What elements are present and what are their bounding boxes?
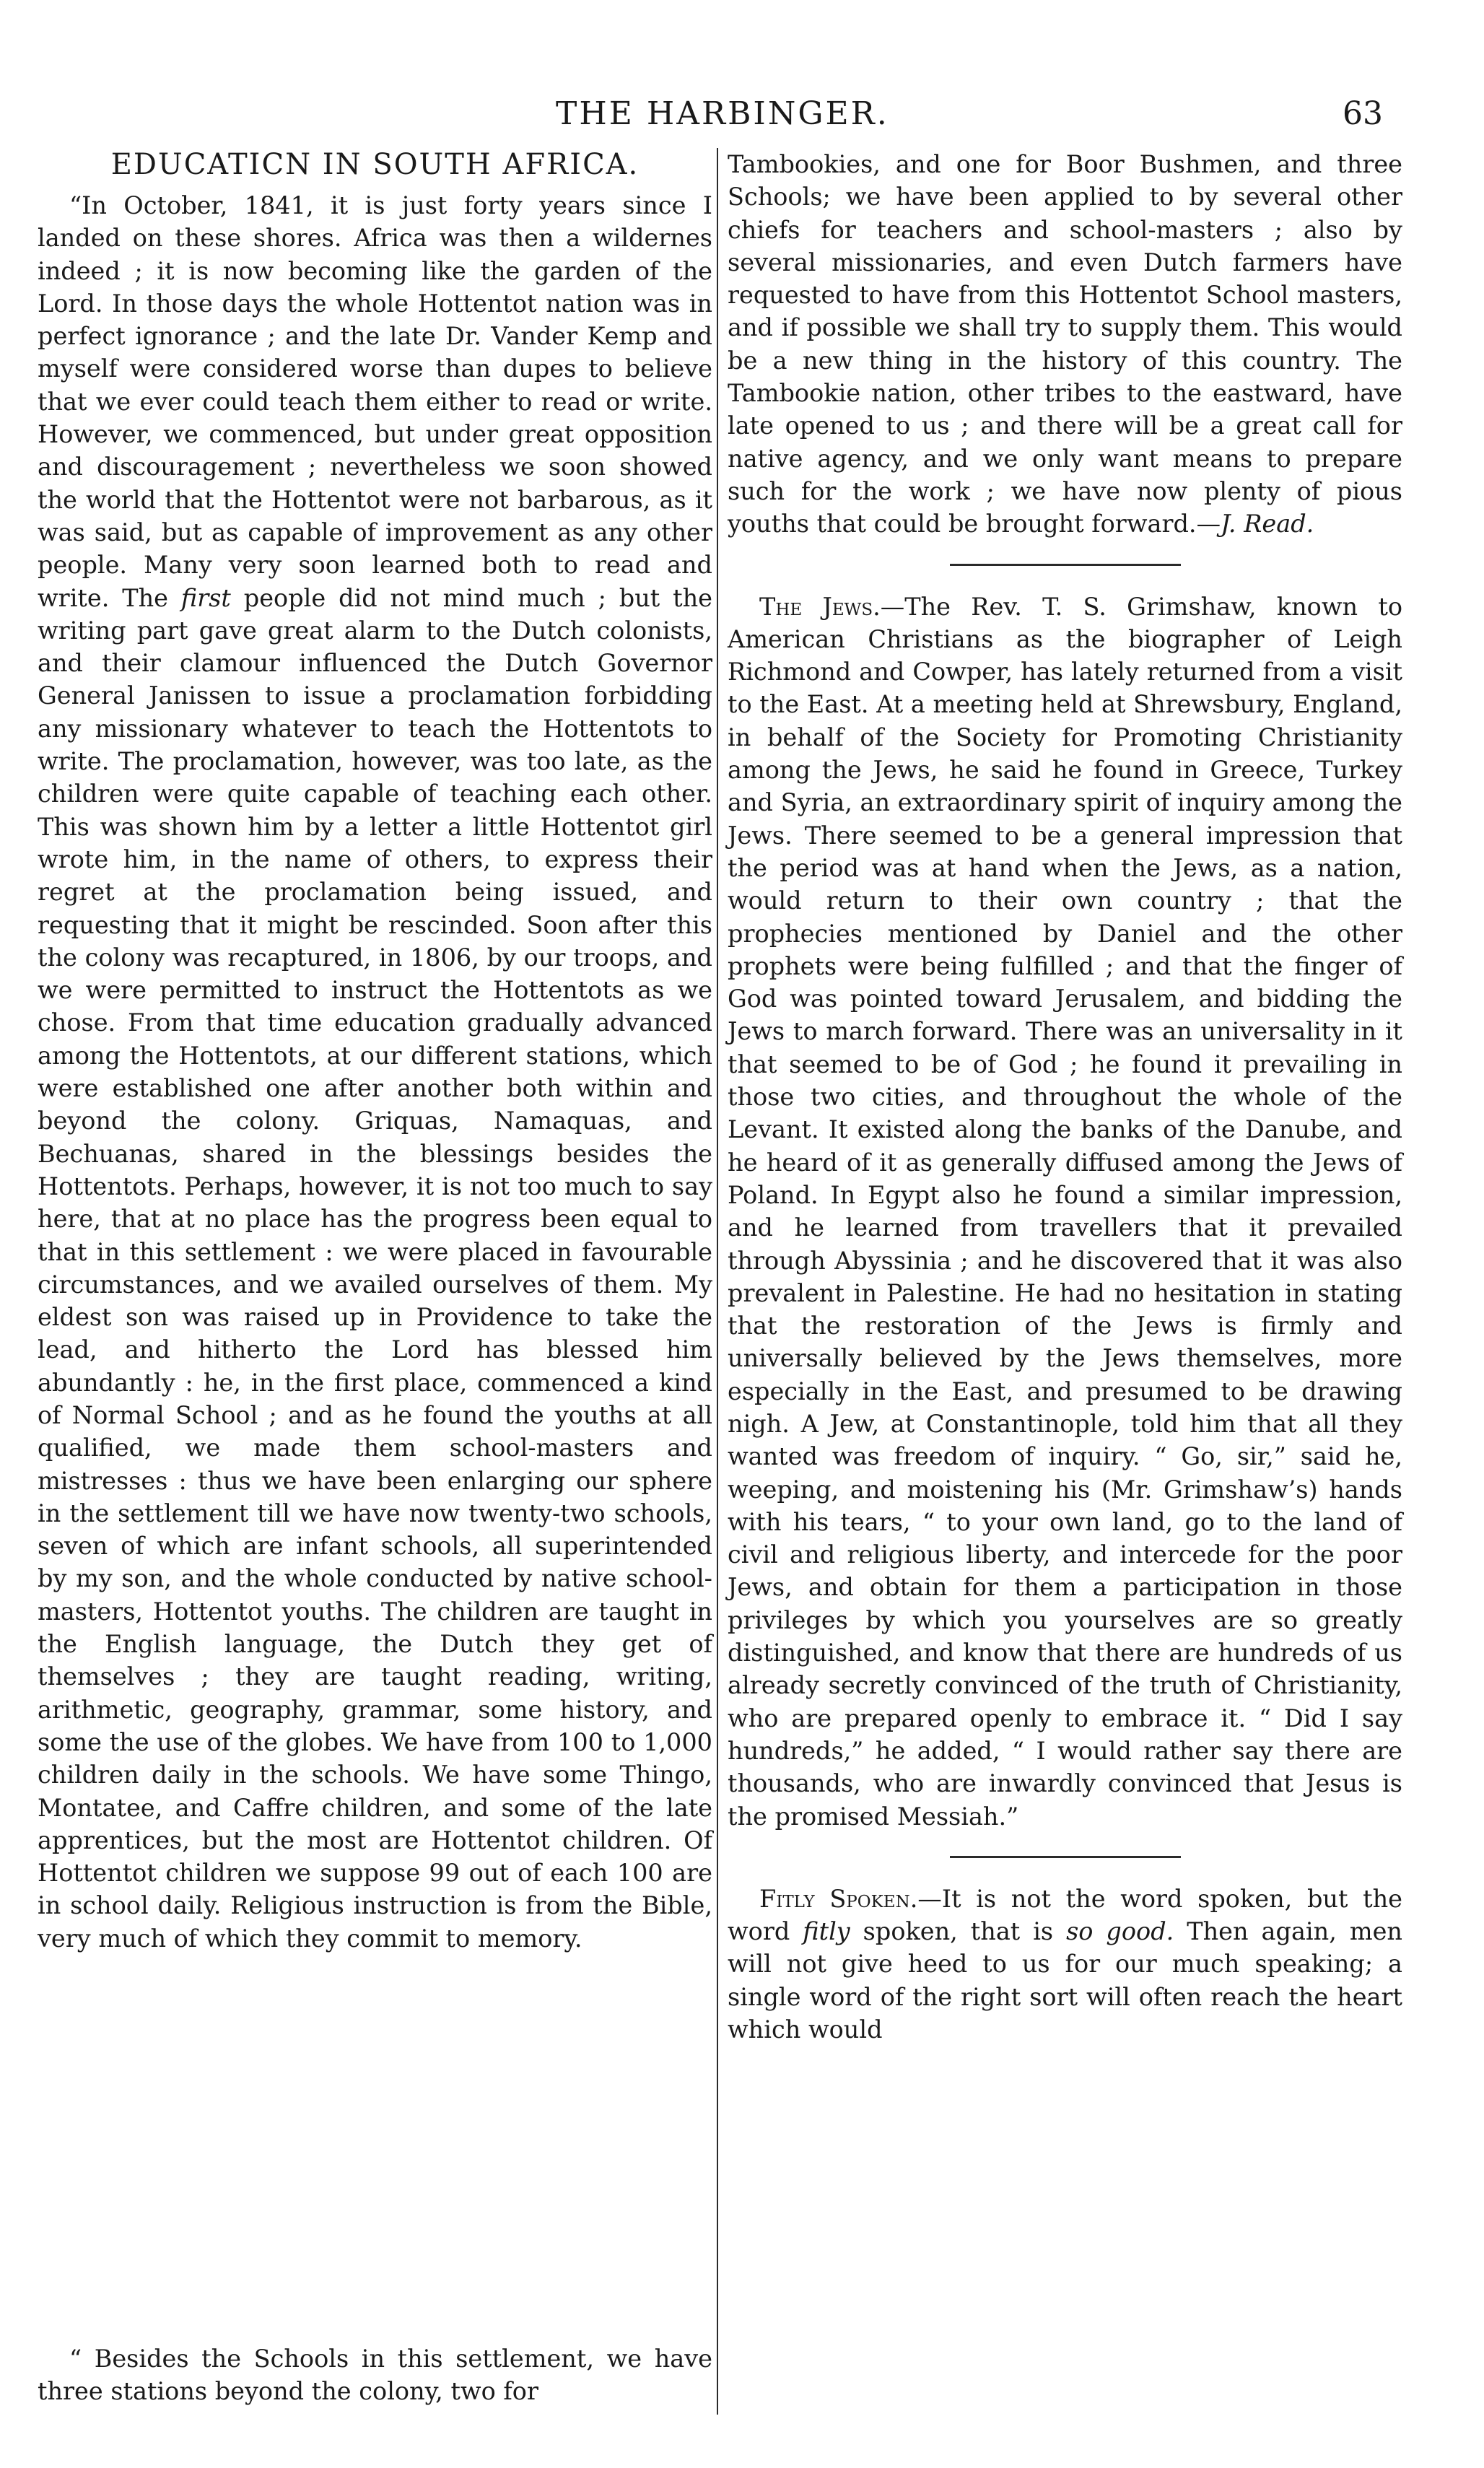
running-title: THE HARBINGER. <box>556 95 889 132</box>
education-p1-emphasis: first <box>180 583 231 612</box>
education-p1-text-a: “In October, 1841, it is just forty years since I landed on these shores. Africa was then a wildernes indeed ; it is now becoming like the garden of the Lord. In those days the whole Hottentot nation was in perfect ignorance ; and the late Dr. Vander Kemp and myself were considered worse than dupes to believe that we ever could teach them either to read or write. However, we commenced, but under great opposition and discouragement ; nevertheless we soon showed the world that the Hottentot were not barbarous, as it was said, but as capable of improvement as any other people. Many very soon learned both to read and write. The <box>38 191 712 612</box>
left-column <box>38 144 712 1955</box>
article-title-education: EDUCATICN IN SOUTH AFRICA. <box>110 148 640 181</box>
page-number: 63 <box>1343 95 1383 132</box>
fitly-spoken-paragraph <box>728 1883 1402 2046</box>
column-divider <box>717 148 718 2415</box>
jews-body: —The Rev. T. S. Grimshaw, known to American Christians as the biographer of Leigh Richmond and Cowper, has lately returned from a visit to the East. At a meeting held at Shrewsbury, England, in behalf of the Society for Promoting Christianity among the Jews, he said he found in Greece, Turkey and Syria, an extraordinary spirit of inquiry among the Jews. There seemed to be a general impression that the period was at hand when the Jews, as a nation, would return to their own country ; that the prophecies mentioned by Daniel and the other prophets were being fulfilled ; and that the finger of God was pointed toward Jerusalem, and bidding the Jews to march forward. There was an universality in it that seemed to be of God ; he found it prevailing in those two cities, and throughout the whole of the Levant. It existed along the banks of the Danube, and he heard of it as generally diffused among the Jews of Poland. In Egypt also he found a similar impression, and he learned from travellers that it prevailed through Abyssinia ; and he discovered that it was also prevalent in Palestine. He had no hesitation in stating that the restoration of the Jews is firmly and universally believed by the Jews themselves, more especially in the East, and presumed to be drawing nigh. A Jew, at Constantinople, told him that all they wanted was freedom of inquiry. “ Go, sir,” said he, weeping, and moistening his (Mr. Grimshaw’s) hands with his tears, “ to your own land, go to the land of civil and religious liberty, and intercede for the poor Jews, and obtain for them a participation in those privileges by which you yourselves are so greatly distinguished, and know that there are hundreds of us already secretly convinced of the truth of Christianity, who are prepared openly to embrace it. “ Did I say hundreds,” he added, “ I would rather say there are thousands, who are inwardly convinced that Jesus is the promised Messiah.” <box>728 592 1402 1831</box>
fitly-spoken-text-b: spoken, that is <box>850 1917 1067 1946</box>
section-rule-2 <box>950 1856 1181 1858</box>
education-paragraph-2-start: “ Besides the Schools in this settlement, we have three stations beyond the colony, two for <box>38 2345 712 2406</box>
fitly-spoken-lead: Fitly Spoken. <box>759 1884 918 1913</box>
section-rule-1 <box>950 564 1181 566</box>
left-column-continued <box>38 2342 712 2408</box>
fitly-spoken-text-c: Then again, men will not give heed to us for our much speaking; a single word of the right sort will often reach the heart which would <box>728 1917 1402 2044</box>
education-signature: J. Read. <box>1221 510 1314 538</box>
running-head <box>0 92 1484 136</box>
so-good-emphasis: so good. <box>1066 1917 1174 1946</box>
fitly-emphasis: fitly <box>803 1917 850 1946</box>
jews-paragraph <box>728 590 1402 1833</box>
education-paragraph-2-cont: Tambookies, and one for Boor Bushmen, and three Schools; we have been applied to by several other chiefs for teachers and school-masters ; also by several missionaries, and even Dutch farmers have requested to have from this Hottentot School masters, and if possible we shall try to supply them. This would be a new thing in the history of this country. The Tambookie nation, other tribes to the eastward, have late opened to us ; and there will be a great call for native agency, and we only want means to prepare such for the work ; we have now plenty of pious youths that could be brought forward.—J. Read. <box>728 150 1402 538</box>
education-p1-text-b: people did not mind much ; but the writing part gave great alarm to the Dutch colonists, and their clamour influenced the Dutch Governor General Janissen to issue a proclamation forbidding any missionary whatever to teach the Hottentots to write. The proclamation, however, was too late, as the children were quite capable of teaching each other. This was shown him by a letter a little Hottentot girl wrote him, in the name of others, to express their regret at the proclamation being issued, and requesting that it might be rescinded. Soon after this the colony was recaptured, in 1806, by our troops, and we were permitted to instruct the Hottentots as we chose. From that time education gradually advanced among the Hottentots, at our different stations, which were established one after another both within and beyond the colony. Griquas, Namaquas, and Bechuanas, shared in the blessings besides the Hottentots. Perhaps, however, it is not too much to say here, that at no place has the progress been equal to that in this settlement : we were placed in favourable circumstances, and we availed ourselves of them. My eldest son was raised up in Providence to take the lead, and hitherto the Lord has blessed him abundantly : he, in the first place, commenced a kind of Normal School ; and as he found the youths at all qualified, we made them school-masters and mistresses : thus we have been enlarging our sphere in the settlement till we have now twenty-two schools, seven of which are infant schools, all superintended by my son, and the whole conducted by native school-masters, Hottentot youths. The children are taught in the English language, the Dutch they get of themselves ; they are taught reading, writing, arithmetic, geography, grammar, some history, and some the use of the globes. We have from 100 to 1,000 children daily in the schools. We have some Thingo, Montatee, and Caffre children, and some of the late apprentices, but the most are Hottentot children. Of Hottentot children we suppose 99 out of each 100 are in school daily. Religious instruction is from the Bible, very much of which they commit to memory. <box>38 583 712 1953</box>
education-paragraph-1 <box>38 189 712 1955</box>
fitly-spoken-text-a: —It is not the word spoken, but the word <box>728 1884 1402 1946</box>
right-column-main <box>728 148 1402 2046</box>
jews-lead: The Jews. <box>759 592 881 621</box>
